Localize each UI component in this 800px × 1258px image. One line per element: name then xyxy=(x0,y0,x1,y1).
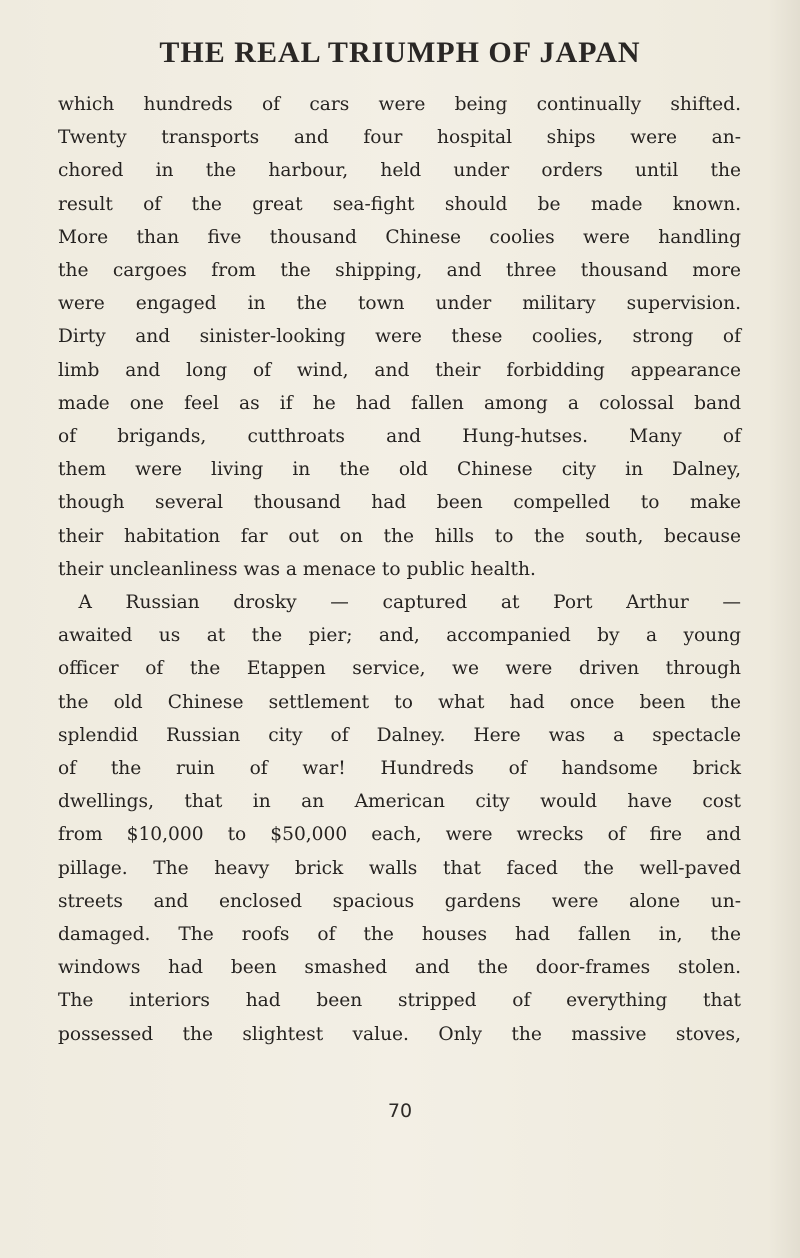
text-line: pillage. The heavy brick walls that faced the well-paved xyxy=(58,857,741,879)
text-line: their habitation far out on the hills to the south, because xyxy=(58,525,741,547)
text-line: chored in the harbour, held under orders until the xyxy=(58,160,741,182)
text-line: were engaged in the town under military supervision. xyxy=(58,293,741,315)
text-line: their uncleanliness was a menace to public health. xyxy=(58,558,536,580)
text-line: windows had been smashed and the door-frames stolen. xyxy=(58,957,741,979)
text-line: The interiors had been stripped of everything that xyxy=(58,990,741,1012)
text-line: splendid Russian city of Dalney. Here was a spectacle xyxy=(58,724,741,746)
text-line: Twenty transports and four hospital ships were an- xyxy=(58,127,741,149)
text-line: officer of the Etappen service, we were driven through xyxy=(58,658,741,680)
text-line: limb and long of wind, and their forbidding appearance xyxy=(58,359,741,381)
text-line: Dirty and sinister-looking were these coolies, strong of xyxy=(58,326,741,348)
text-line: streets and enclosed spacious gardens were alone un- xyxy=(58,890,741,912)
paragraph-1 xyxy=(58,88,741,586)
text-line: which hundreds of cars were being continually shifted. xyxy=(58,94,741,115)
text-line: though several thousand had been compelled to make xyxy=(58,492,741,514)
body-text xyxy=(58,88,741,1051)
text-line: the cargoes from the shipping, and three thousand more xyxy=(58,260,741,282)
paragraph-2 xyxy=(58,586,741,1051)
text-line: the old Chinese settlement to what had once been the xyxy=(58,691,741,713)
text-line: damaged. The roofs of the houses had fallen in, the xyxy=(58,924,741,946)
text-line: result of the great sea-fight should be made known. xyxy=(58,193,741,215)
text-line: made one feel as if he had fallen among a colossal band xyxy=(58,392,741,414)
text-line: of brigands, cutthroats and Hung-hutses. Many of xyxy=(58,426,741,448)
text-line: awaited us at the pier; and, accompanied by a young xyxy=(58,625,741,647)
text-line: A Russian drosky — captured at Port Arthur — xyxy=(78,592,741,614)
text-line: of the ruin of war! Hundreds of handsome brick xyxy=(58,758,741,780)
page-number: 70 xyxy=(387,1100,413,1122)
text-line: possessed the slightest value. Only the massive stoves, xyxy=(58,1023,741,1045)
text-line: More than five thousand Chinese coolies were handling xyxy=(58,226,741,248)
text-line: dwellings, that in an American city would have cost xyxy=(58,791,741,813)
text-line: them were living in the old Chinese city in Dalney, xyxy=(58,459,741,481)
running-head: THE REAL TRIUMPH OF JAPAN xyxy=(159,36,641,69)
text-line: from $10,000 to $50,000 each, were wrecks of fire and xyxy=(58,824,741,846)
